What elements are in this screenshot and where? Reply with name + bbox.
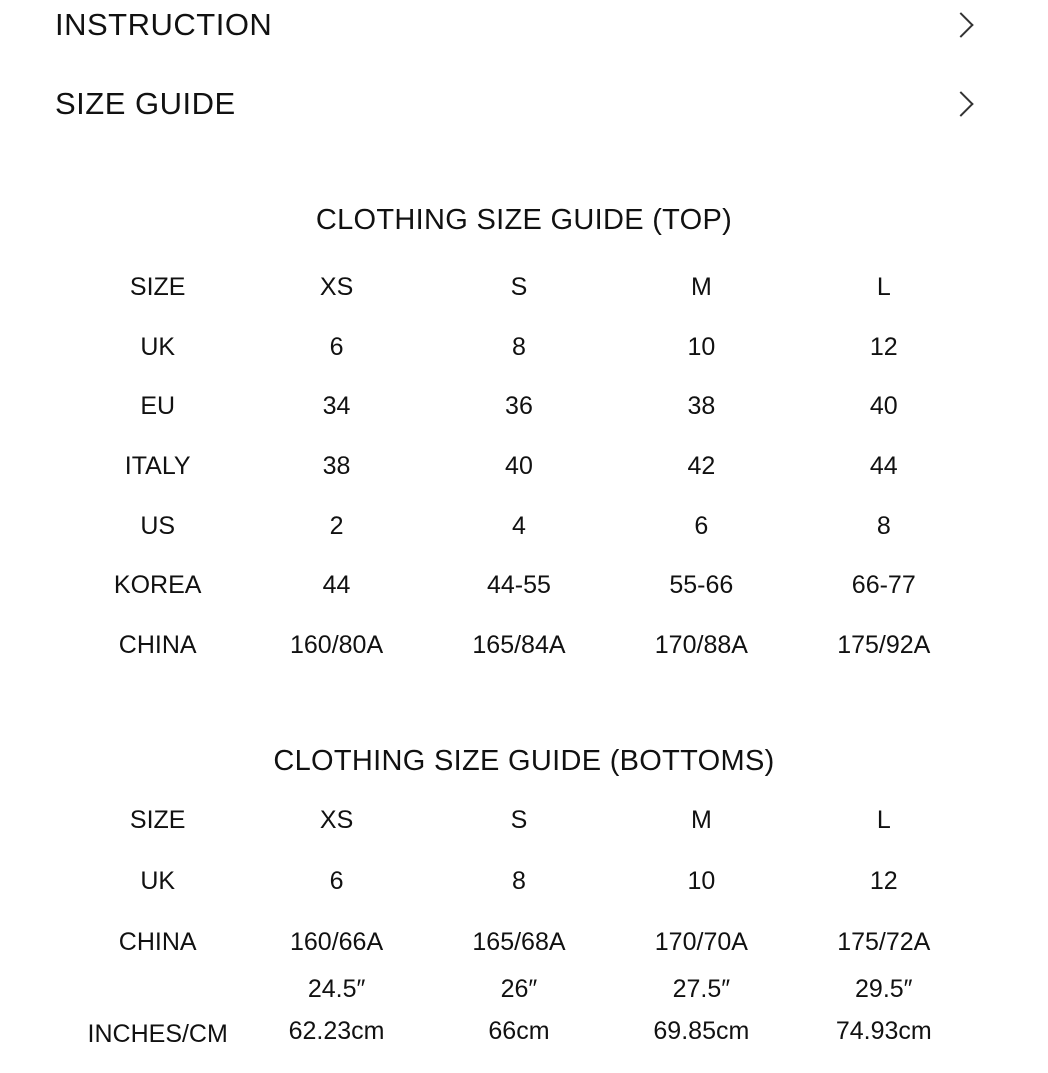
table-cell: 12: [869, 866, 898, 895]
table-cell: 44: [322, 571, 351, 600]
instruction-label: INSTRUCTION: [55, 7, 273, 42]
row-label: US: [140, 511, 176, 540]
table-cell: L: [876, 272, 891, 301]
cm-value: 62.23cm: [288, 1016, 385, 1045]
table-cell: 170/70A: [654, 927, 748, 956]
row-label: UK: [140, 332, 176, 361]
table-row: [70, 973, 975, 1073]
table-cell: 44: [869, 452, 898, 481]
table-cell: 34: [322, 392, 351, 421]
table-cell: 160/80A: [290, 631, 384, 660]
row-label: SIZE: [129, 805, 186, 834]
table-cell: 8: [512, 866, 526, 895]
inches-value: 26″: [500, 975, 538, 1003]
table-cell: 4: [512, 511, 526, 540]
table-row: [70, 851, 975, 912]
table-cell: 40: [869, 392, 898, 421]
row-label: CHINA: [118, 927, 197, 956]
table-row: [70, 318, 975, 378]
table-row: [70, 790, 975, 851]
row-label: CHINA: [118, 631, 197, 660]
table-cell: 6: [329, 332, 344, 361]
table-cell: XS: [319, 272, 354, 301]
row-label: INCHES/CM: [87, 1020, 228, 1049]
table-row: [70, 912, 975, 973]
table-row: [70, 258, 975, 318]
bottoms-size-table: [70, 790, 975, 1073]
table-cell: 160/66A: [290, 927, 384, 956]
table-cell: [428, 973, 610, 1073]
table-cell: 6: [329, 866, 344, 895]
cm-value: 74.93cm: [835, 1016, 932, 1045]
table-cell: M: [690, 272, 712, 301]
table-cell: [610, 973, 792, 1073]
table-cell: M: [690, 805, 712, 834]
table-cell: 42: [687, 452, 716, 481]
cm-value: 69.85cm: [653, 1016, 750, 1045]
table-cell: 8: [876, 511, 891, 540]
table-cell: [793, 973, 975, 1073]
table-row: [70, 377, 975, 437]
inches-value: 29.5″: [855, 975, 913, 1003]
table-cell: 38: [322, 452, 351, 481]
row-label: ITALY: [124, 452, 191, 481]
table-cell: 38: [687, 392, 716, 421]
table-row: [70, 616, 975, 676]
table-cell: 40: [505, 452, 533, 481]
table-cell: 10: [687, 866, 716, 895]
table-row: [70, 497, 975, 557]
accordion-instruction[interactable]: [55, 0, 985, 50]
table-cell: XS: [319, 805, 354, 834]
table-cell: 36: [505, 392, 533, 421]
table-cell: S: [510, 272, 528, 301]
table-cell: 165/68A: [472, 927, 566, 956]
table-cell: 175/92A: [837, 631, 931, 660]
chevron-right-icon[interactable]: [948, 91, 973, 116]
top-size-guide-title: CLOTHING SIZE GUIDE (TOP): [315, 204, 733, 236]
inches-value: 27.5″: [672, 975, 731, 1003]
table-cell: S: [510, 805, 528, 834]
row-label: UK: [140, 866, 176, 895]
table-cell: 12: [869, 332, 898, 361]
table-cell: L: [876, 805, 891, 834]
size-guide-label: SIZE GUIDE: [55, 86, 236, 121]
table-row: [70, 437, 975, 497]
table-cell: 10: [687, 332, 716, 361]
table-cell: 44-55: [486, 571, 551, 600]
table-cell: 170/88A: [654, 631, 748, 660]
row-label: SIZE: [129, 272, 186, 301]
row-label: EU: [140, 392, 176, 421]
cm-value: 66cm: [488, 1016, 550, 1045]
top-size-table: [70, 258, 975, 676]
accordion-size-guide[interactable]: [55, 79, 985, 129]
table-cell: 175/72A: [837, 927, 931, 956]
table-cell: 66-77: [851, 571, 916, 600]
bottoms-size-guide-title: CLOTHING SIZE GUIDE (BOTTOMS): [273, 745, 775, 777]
table-cell: 6: [694, 511, 709, 540]
inches-value: 24.5″: [307, 975, 366, 1003]
row-label: KOREA: [113, 571, 202, 600]
table-cell: 8: [512, 332, 526, 361]
table-cell: 55-66: [669, 571, 734, 600]
table-cell: 165/84A: [472, 631, 566, 660]
table-row: [70, 556, 975, 616]
chevron-right-icon[interactable]: [948, 12, 973, 37]
table-cell: 2: [329, 511, 344, 540]
table-cell: [245, 973, 427, 1073]
